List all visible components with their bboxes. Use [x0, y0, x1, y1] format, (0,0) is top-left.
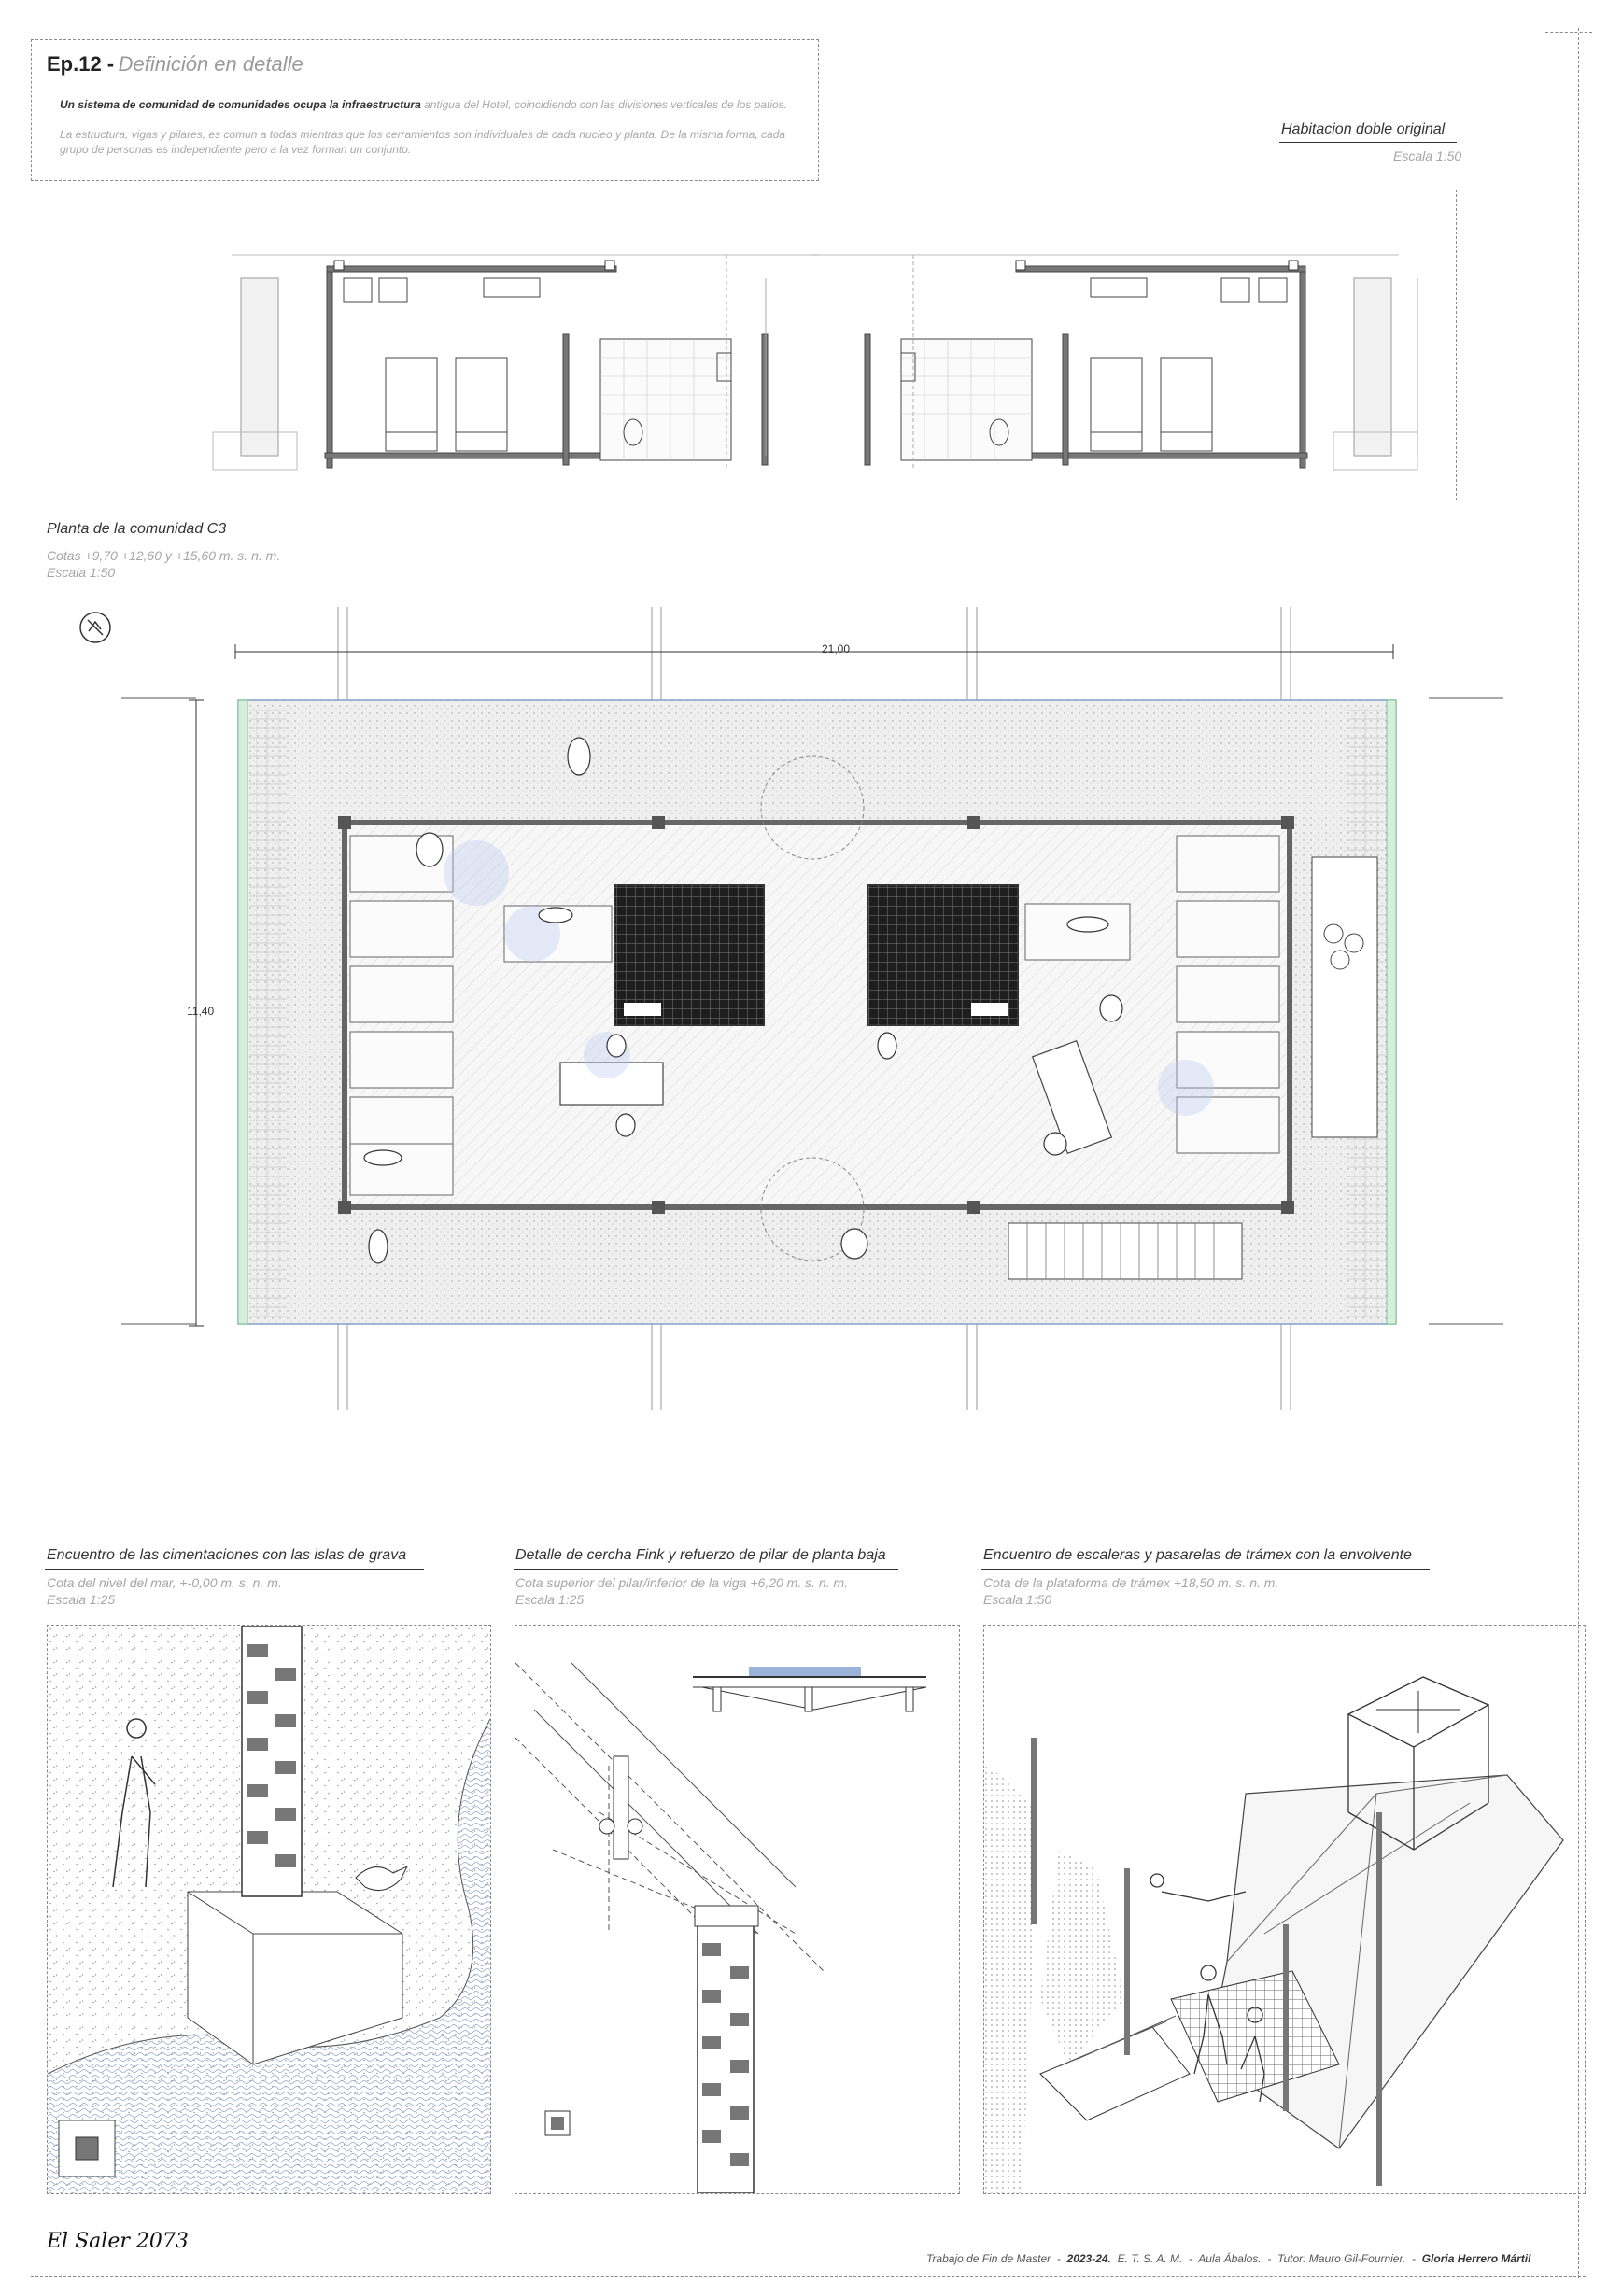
intro-bold: Un sistema de comunidad de comunidades ocupa la infraestructura — [60, 98, 421, 111]
room-section-drawing — [176, 190, 1457, 500]
detail-2-rule — [514, 1569, 898, 1570]
detail-2-level: Cota superior del pilar/inferior de la viga +6,20 m. s. n. m. — [515, 1575, 849, 1590]
foundation-detail-drawing — [48, 1626, 490, 2193]
room-section-title: Habitacion doble original — [1281, 121, 1446, 137]
plan-width-dim: 21,00 — [822, 642, 851, 655]
stair-detail-drawing — [984, 1626, 1585, 2193]
truss-detail-drawing — [515, 1626, 959, 2193]
sheet-code: Ep.12 - — [47, 52, 115, 76]
intro-rest: antigua del Hotel, coincidiendo con las divisiones verticales de los patios. — [420, 98, 787, 111]
intro-text-2: La estructura, vigas y pilares, es comun a todas mientras que los cerramientos son individuales de cada nucleo y planta. De la misma forma, cada grupo de personas es independiente pero a la vez forman un conjunto. — [60, 128, 786, 156]
detail-2-title: Detalle de cercha Fink y refuerzo de pilar de planta baja — [515, 1547, 886, 1563]
footer-tutor: Tutor: Mauro Gil-Fournier. — [1277, 2252, 1406, 2265]
detail-1-title: Encuentro de las cimentaciones con las islas de grava — [47, 1547, 407, 1563]
room-section-scale: Escala 1:50 — [1393, 148, 1462, 163]
detail-1-scale: Escala 1:25 — [47, 1592, 116, 1607]
footer-work: Trabajo de Fin de Master — [926, 2252, 1051, 2265]
detail-3-title: Encuentro de escaleras y pasarelas de trámex con la envolvente — [983, 1547, 1412, 1563]
room-section-rule — [1279, 142, 1457, 143]
north-arrow-icon — [77, 609, 114, 646]
footer-school: E. T. S. A. M. — [1117, 2252, 1183, 2265]
detail-1-rule — [45, 1569, 424, 1570]
sheet-border-top — [1545, 32, 1592, 33]
plan-title: Planta de la comunidad C3 — [47, 521, 227, 537]
footer-sep-1: - — [1056, 2252, 1061, 2265]
footer-bottom-rule — [31, 2276, 1586, 2277]
signature: El Saler 2073 — [47, 2230, 189, 2253]
detail-3-level: Cota de la plataforma de trámex +18,50 m. s. n. m. — [983, 1575, 1279, 1590]
footer-year: 2023-24. — [1066, 2252, 1111, 2265]
intro-text — [60, 97, 797, 112]
sheet-title — [47, 52, 303, 77]
footer-sep-2: - — [1189, 2252, 1193, 2265]
detail-1-level: Cota del nivel del mar, +-0,00 m. s. n. m. — [47, 1575, 282, 1590]
plan-levels: Cotas +9,70 +12,60 y +15,60 m. s. n. m. — [47, 548, 281, 563]
detail-3-scale: Escala 1:50 — [983, 1592, 1052, 1607]
plan-depth-dim: 11,40 — [187, 1005, 215, 1018]
plan-scale: Escala 1:50 — [47, 565, 116, 580]
footer-sep-3: - — [1267, 2252, 1272, 2265]
footer-classroom: Aula Ábalos. — [1198, 2252, 1262, 2265]
community-plan-drawing — [121, 607, 1503, 1410]
footer-credits — [926, 2252, 1530, 2265]
sheet-subtitle: Definición en detalle — [118, 52, 303, 76]
detail-3-rule — [981, 1569, 1430, 1570]
footer-sep-4: - — [1412, 2252, 1417, 2265]
footer-author: Gloria Herrero Mártil — [1421, 2252, 1531, 2265]
detail-2-scale: Escala 1:25 — [515, 1592, 585, 1607]
